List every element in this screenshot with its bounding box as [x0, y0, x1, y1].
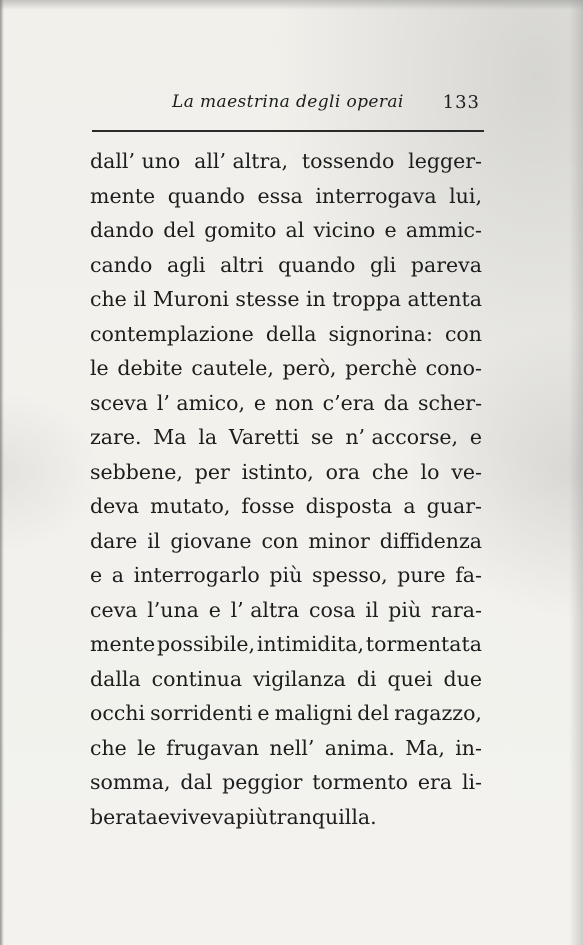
word: istinto, — [241, 459, 314, 484]
word: peggior — [222, 770, 303, 794]
word: ragazzo, — [394, 701, 482, 725]
text-line — [90, 179, 482, 214]
word: Ma, — [405, 735, 445, 760]
word: sceva — [90, 390, 148, 415]
word: minor — [308, 528, 370, 553]
word: dare — [90, 528, 138, 553]
word: però, — [282, 356, 337, 380]
word: sebbene, — [90, 459, 183, 484]
header-rule — [92, 130, 484, 132]
word: della — [265, 321, 317, 346]
word: dal — [180, 770, 213, 794]
word: l’ amico, — [156, 390, 245, 415]
word: gomito — [204, 218, 277, 242]
word: nell’ — [269, 735, 315, 760]
body-text — [90, 144, 482, 834]
word: mente — [90, 632, 156, 656]
word: le — [137, 735, 156, 760]
word: all’ altra, — [194, 149, 289, 173]
text-line — [90, 662, 482, 697]
word: guar- — [426, 494, 482, 518]
text-line — [90, 489, 482, 524]
word: del — [357, 701, 390, 725]
word: quando — [167, 183, 245, 208]
word: essa — [257, 183, 303, 208]
word: e — [90, 563, 103, 587]
word: agli — [167, 252, 206, 277]
word: più — [269, 563, 303, 587]
word: la — [198, 425, 218, 449]
word: spesso, — [311, 563, 388, 587]
word: ora — [325, 459, 361, 484]
word: attenta — [407, 287, 482, 311]
word: lui, — [449, 183, 482, 208]
word: interrogava — [315, 183, 437, 208]
word: e — [208, 597, 221, 622]
word: pure — [397, 563, 446, 587]
text-line — [90, 800, 482, 835]
word: che — [371, 459, 409, 484]
word: rara- — [430, 597, 482, 622]
text-line — [90, 351, 482, 386]
word: disposta — [305, 494, 393, 518]
word: Varetti — [228, 425, 300, 449]
word: che — [90, 287, 127, 311]
word: occhi — [90, 701, 146, 725]
text-line — [90, 386, 482, 421]
word: vicino — [313, 218, 376, 242]
word: e — [253, 390, 267, 415]
word: ceva — [90, 597, 138, 622]
word: era — [417, 770, 453, 794]
word: continua — [151, 666, 243, 691]
text-line — [90, 765, 482, 800]
word: legger- — [408, 149, 482, 173]
text-line — [90, 731, 482, 766]
word: signorina: — [328, 321, 433, 346]
word: cosa — [309, 597, 356, 622]
word: mente — [90, 183, 156, 208]
word: dando — [90, 218, 155, 242]
word: se — [310, 425, 334, 449]
word: Muroni — [152, 287, 229, 311]
word: più — [235, 804, 269, 829]
word: perchè — [345, 356, 417, 380]
word: il — [365, 597, 379, 622]
word: del — [163, 218, 196, 242]
word: e — [384, 218, 397, 242]
running-title: La maestrina degli operai — [172, 92, 404, 112]
word: scher- — [417, 390, 482, 415]
word: a — [403, 494, 416, 518]
running-head — [90, 92, 482, 122]
text-line — [90, 282, 482, 317]
word: Ma — [153, 425, 187, 449]
word: possibile, — [157, 632, 255, 656]
word: interrogarlo — [133, 563, 260, 587]
word: da — [383, 390, 410, 415]
word: e — [157, 804, 170, 829]
word: non — [274, 390, 314, 415]
word: fa- — [455, 563, 482, 587]
text-line — [90, 593, 482, 628]
word: con — [444, 321, 482, 346]
word: al — [285, 218, 305, 242]
word: contemplazione — [90, 321, 254, 346]
word: di — [356, 666, 377, 691]
word: tossendo — [301, 149, 395, 173]
page-top-shadow — [0, 0, 583, 10]
word: gli — [370, 252, 397, 277]
word: n’ accorse, — [345, 425, 459, 449]
word: per — [194, 459, 230, 484]
text-line — [90, 524, 482, 559]
word: troppa — [332, 287, 402, 311]
text-line — [90, 455, 482, 490]
word: ve- — [451, 459, 482, 484]
word: le — [90, 356, 109, 380]
word: in — [305, 287, 326, 311]
word: vigilanza — [253, 666, 346, 691]
word: cando — [90, 252, 153, 277]
word: zare. — [90, 425, 142, 449]
word: stesse — [235, 287, 300, 311]
text-line — [90, 213, 482, 248]
page-right-shadow — [569, 0, 583, 945]
word: l’una — [147, 597, 199, 622]
word: quei — [387, 666, 433, 691]
word: ammic- — [405, 218, 482, 242]
word: cono- — [425, 356, 482, 380]
word: li- — [461, 770, 482, 794]
word: viveva — [169, 804, 236, 829]
page-number: 133 — [442, 92, 480, 113]
text-line — [90, 558, 482, 593]
word: dall’ uno — [90, 149, 181, 173]
page-left-shadow — [0, 0, 4, 945]
word: lo — [420, 459, 440, 484]
word: il — [147, 528, 161, 553]
word: intimidita, — [256, 632, 365, 656]
word: in- — [455, 735, 482, 760]
word: dalla — [90, 666, 141, 691]
word: cautele, — [191, 356, 274, 380]
word: con — [261, 528, 299, 553]
word: tranquilla. — [268, 804, 377, 829]
word: diffidenza — [379, 528, 482, 553]
word: sorridenti — [150, 701, 253, 725]
word: frugavan — [166, 735, 260, 760]
word: più — [388, 597, 422, 622]
word: altri — [220, 252, 264, 277]
word: debite — [117, 356, 183, 380]
word: e — [257, 701, 270, 725]
word: e — [469, 425, 482, 449]
text-line — [90, 627, 482, 662]
text-line — [90, 317, 482, 352]
text-line — [90, 696, 482, 731]
word: a — [111, 563, 125, 587]
word: tormentata — [365, 632, 482, 656]
word: due — [443, 666, 482, 691]
word: maligni — [274, 701, 353, 725]
text-line — [90, 420, 482, 455]
text-line — [90, 248, 482, 283]
word: tormento — [312, 770, 408, 794]
word: che — [90, 735, 127, 760]
word: pareva — [410, 252, 482, 277]
word: anima. — [324, 735, 395, 760]
word: deva — [90, 494, 140, 518]
word: c’era — [322, 390, 375, 415]
word: mutato, — [150, 494, 231, 518]
word: il — [133, 287, 147, 311]
word: l’ altra — [230, 597, 300, 622]
word: berata — [90, 804, 158, 829]
word: fosse — [241, 494, 295, 518]
word: somma, — [90, 770, 171, 794]
word: giovane — [170, 528, 252, 553]
text-line — [90, 144, 482, 179]
word: quando — [278, 252, 356, 277]
